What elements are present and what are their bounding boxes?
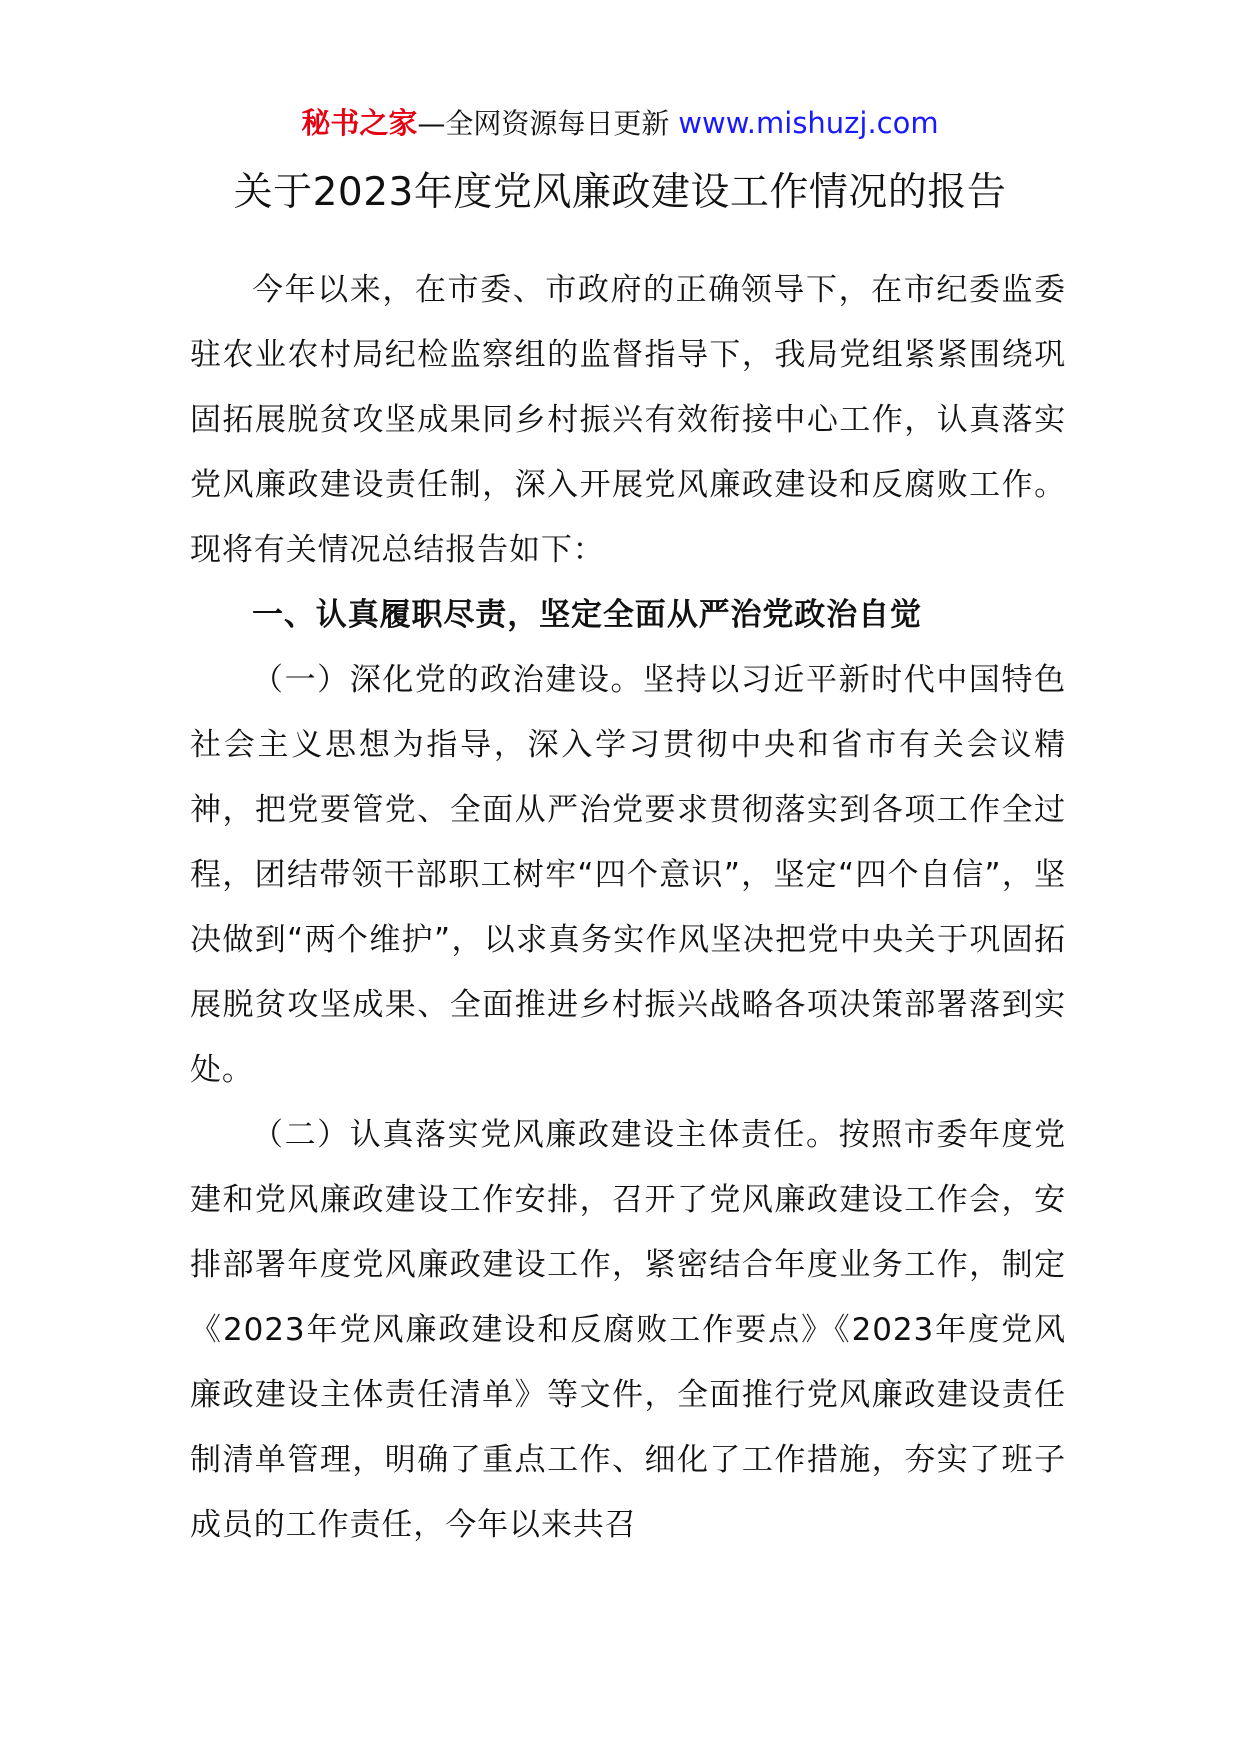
- brand-name: 秘书之家: [301, 106, 418, 140]
- document-body: [190, 258, 1066, 1558]
- site-header: [0, 101, 1240, 146]
- section-heading-1: 一、认真履职尽责，坚定全面从严治党政治自觉: [252, 597, 922, 633]
- subsection-paragraph-1: （一）深化党的政治建设。坚持以习近平新时代中国特色社会主义思想为指导，深入学习贯彻中央和省市有关会议精神，把党要管党、全面从严治党要求贯彻落实到各项工作全过程，团结带领干部职工树牢“四个意识”，坚定“四个自信”，坚决做到“两个维护”，以求真务实作风坚决把党中央关于巩固拓展脱贫攻坚成果、全面推进乡村振兴战略各项决策部署落到实处。: [190, 662, 1066, 1088]
- header-slogan: —全网资源每日更新: [417, 107, 670, 140]
- document-title: 关于2023年度党风廉政建设工作情况的报告: [233, 170, 1007, 215]
- intro-paragraph: 今年以来，在市委、市政府的正确领导下，在市纪委监委驻农业农村局纪检监察组的监督指导下，我局党组紧紧围绕巩固拓展脱贫攻坚成果同乡村振兴有效衔接中心工作，认真落实党风廉政建设责任制，深入开展党风廉政建设和反腐败工作。现将有关情况总结报告如下：: [190, 272, 1066, 568]
- subsection-paragraph-2: （二）认真落实党风廉政建设主体责任。按照市委年度党建和党风廉政建设工作安排，召开了党风廉政建设工作会，安排部署年度党风廉政建设工作，紧密结合年度业务工作，制定《2023年党风廉政建设和反腐败工作要点》《2023年度党风廉政建设主体责任清单》等文件，全面推行党风廉政建设责任制清单管理，明确了重点工作、细化了工作措施，夯实了班子成员的工作责任，今年以来共召: [190, 1117, 1066, 1543]
- site-url-link[interactable]: www.mishuzj.com: [678, 106, 939, 140]
